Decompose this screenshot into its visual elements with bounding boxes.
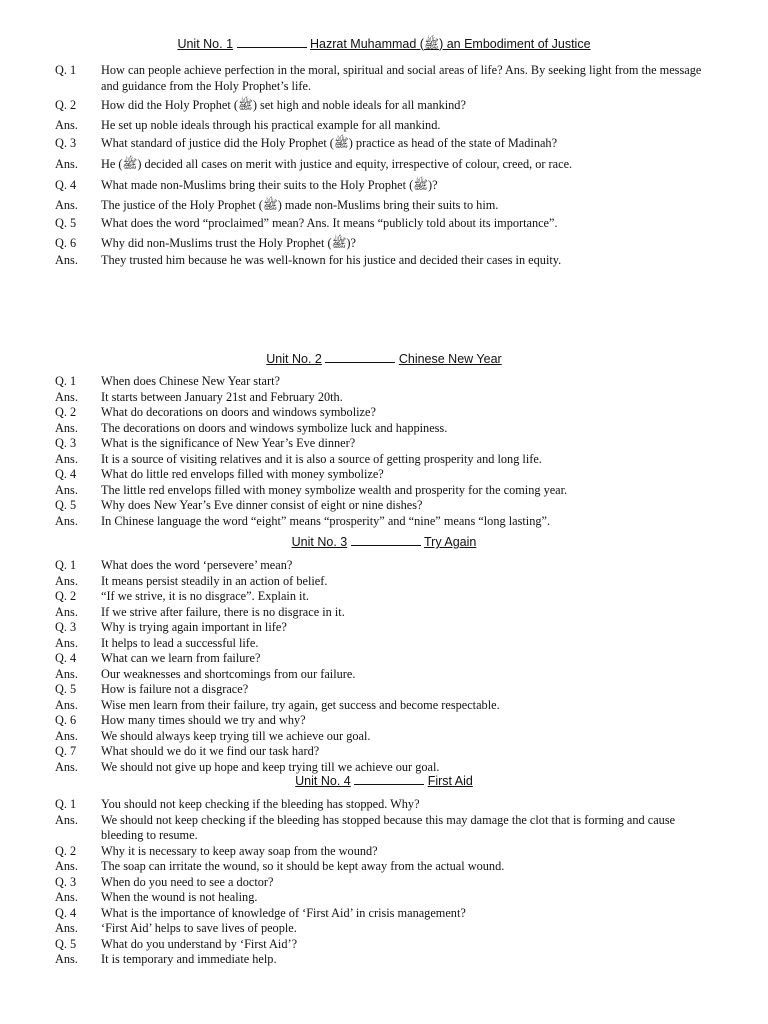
heading-rule xyxy=(237,38,307,48)
question-row xyxy=(55,651,715,667)
item-text: How is failure not a disgrace? xyxy=(101,682,249,696)
item-text: What is the significance of New Year’s Eve dinner? xyxy=(101,436,356,450)
question-row xyxy=(55,713,715,729)
item-text: What do little red envelops filled with money symbolize? xyxy=(101,467,384,481)
answer-row xyxy=(55,698,715,714)
item-text: When does Chinese New Year start? xyxy=(101,374,280,388)
answer-row xyxy=(55,574,715,590)
answer-row xyxy=(55,390,715,406)
question-row xyxy=(55,436,715,452)
unit-number: Unit No. 3 xyxy=(291,535,348,549)
unit-heading xyxy=(0,535,768,549)
answer-row xyxy=(55,514,715,530)
item-text: The justice of the Holy Prophet (ﷺ) made non-Muslims bring their suits to him. xyxy=(101,197,499,212)
item-label: Ans. xyxy=(55,952,78,966)
item-label: Q. 4 xyxy=(55,467,77,481)
unit-number: Unit No. 2 xyxy=(266,352,322,366)
item-label: Ans. xyxy=(55,117,78,132)
item-text: They trusted him because he was well-known for his justice and decided their cases in equity. xyxy=(101,253,562,267)
item-text: If we strive after failure, there is no disgrace in it. xyxy=(101,604,345,619)
item-text: The decorations on doors and windows symbolize luck and happiness. xyxy=(101,420,448,435)
item-text: How many times should we try and why? xyxy=(101,713,306,727)
item-label: Q. 6 xyxy=(55,713,77,727)
item-label: Ans. xyxy=(55,728,78,743)
item-label: Q. 1 xyxy=(55,797,77,811)
heading-rule xyxy=(351,536,421,546)
unit-title: Try Again xyxy=(423,535,477,549)
answer-row xyxy=(55,421,715,437)
unit-title: Hazrat Muhammad (ﷺ) an Embodiment of Justice xyxy=(310,37,591,51)
item-label: Ans. xyxy=(55,890,78,904)
question-row xyxy=(55,620,715,636)
question-row xyxy=(55,63,715,94)
item-label: Q. 2 xyxy=(55,589,77,603)
unit-heading xyxy=(0,352,768,366)
item-text: It means persist steadily in an action of belief. xyxy=(101,573,328,588)
question-row xyxy=(55,236,715,252)
item-text: What do you understand by ‘First Aid’? xyxy=(101,936,298,951)
question-row xyxy=(55,467,715,483)
item-label: Q. 1 xyxy=(55,374,77,388)
question-row xyxy=(55,875,715,891)
question-row xyxy=(55,98,715,114)
item-label: Ans. xyxy=(55,389,78,404)
item-label: Q. 2 xyxy=(55,843,77,858)
item-label: Q. 2 xyxy=(55,98,77,112)
item-label: Q. 5 xyxy=(55,682,77,696)
item-label: Ans. xyxy=(55,859,78,873)
question-row xyxy=(55,589,715,605)
unit-title: Chinese New Year xyxy=(398,352,502,366)
answer-row xyxy=(55,118,715,134)
item-label: Q. 3 xyxy=(55,136,77,150)
answer-row xyxy=(55,890,715,906)
question-row xyxy=(55,844,715,860)
qa-list-unit-4 xyxy=(55,797,715,968)
item-text: What does the word ‘persevere’ mean? xyxy=(101,558,293,572)
unit-number: Unit No. 1 xyxy=(177,37,234,51)
heading-rule xyxy=(354,775,424,785)
question-row xyxy=(55,937,715,953)
answer-row xyxy=(55,760,715,776)
answer-row xyxy=(55,921,715,937)
item-text: He set up noble ideals through his practical example for all mankind. xyxy=(101,117,441,132)
unit-number: Unit No. 4 xyxy=(295,774,351,788)
item-label: Ans. xyxy=(55,604,78,619)
item-text: It is a source of visiting relatives and it is also a source of getting prosperity and long life. xyxy=(101,451,542,466)
item-label: Q. 3 xyxy=(55,874,77,889)
item-label: Ans. xyxy=(55,573,78,588)
unit-heading xyxy=(0,774,768,788)
item-text: It starts between January 21st and February 20th. xyxy=(101,389,343,404)
item-text: We should always keep trying till we achieve our goal. xyxy=(101,728,371,743)
answer-row xyxy=(55,636,715,652)
question-row xyxy=(55,498,715,514)
item-text: “If we strive, it is no disgrace”. Explain it. xyxy=(101,589,309,603)
item-label: Ans. xyxy=(55,759,78,774)
question-row xyxy=(55,682,715,698)
item-label: Q. 4 xyxy=(55,178,77,192)
answer-row xyxy=(55,452,715,468)
item-text: Why did non-Muslims trust the Holy Prophet (ﷺ)? xyxy=(101,235,356,250)
item-label: Ans. xyxy=(55,513,78,528)
qa-list-unit-3 xyxy=(55,558,715,775)
item-label: Ans. xyxy=(55,420,78,435)
question-row xyxy=(55,178,715,194)
item-text: In Chinese language the word “eight” means “prosperity” and “nine” means “long lasting”. xyxy=(101,513,551,528)
item-label: Q. 5 xyxy=(55,498,77,512)
item-label: Ans. xyxy=(55,635,78,650)
item-text: What standard of justice did the Holy Prophet (ﷺ) practice as head of the state of Madinah? xyxy=(101,136,558,150)
item-label: Q. 3 xyxy=(55,436,77,450)
question-row xyxy=(55,744,715,760)
question-row xyxy=(55,136,715,152)
answer-row xyxy=(55,198,715,214)
item-text: ‘First Aid’ helps to save lives of people. xyxy=(101,921,297,935)
answer-row xyxy=(55,253,715,269)
item-label: Q. 3 xyxy=(55,620,77,634)
question-row xyxy=(55,906,715,922)
unit-title: First Aid xyxy=(427,774,473,788)
item-text: You should not keep checking if the bleeding has stopped. Why? xyxy=(101,797,420,811)
item-text: Why does New Year’s Eve dinner consist of eight or nine dishes? xyxy=(101,498,423,512)
item-label: Q. 6 xyxy=(55,235,77,250)
item-label: Ans. xyxy=(55,451,78,466)
item-text: The soap can irritate the wound, so it should be kept away from the actual wound. xyxy=(101,859,505,873)
item-text: Why it is necessary to keep away soap from the wound? xyxy=(101,843,378,858)
item-label: Q. 7 xyxy=(55,744,77,758)
question-row xyxy=(55,558,715,574)
heading-rule xyxy=(325,353,395,363)
answer-row xyxy=(55,952,715,968)
item-text: What made non-Muslims bring their suits to the Holy Prophet (ﷺ)? xyxy=(101,178,438,192)
answer-row xyxy=(55,157,715,173)
item-label: Q. 5 xyxy=(55,936,77,951)
qa-list-unit-2 xyxy=(55,374,715,529)
item-text: When the wound is not healing. xyxy=(101,890,258,904)
question-row xyxy=(55,405,715,421)
question-row xyxy=(55,216,715,232)
item-label: Q. 2 xyxy=(55,405,77,419)
answer-row xyxy=(55,859,715,875)
item-text: Wise men learn from their failure, try again, get success and become respectable. xyxy=(101,697,500,712)
item-text: What should we do it we find our task hard? xyxy=(101,744,320,758)
item-label: Ans. xyxy=(55,697,78,712)
item-text: When do you need to see a doctor? xyxy=(101,874,274,889)
item-text: Why is trying again important in life? xyxy=(101,620,287,634)
item-text: What does the word “proclaimed” mean? Ans. It means “publicly told about its importance”. xyxy=(101,216,558,230)
item-text: What is the importance of knowledge of ‘First Aid’ in crisis management? xyxy=(101,905,466,920)
item-label: Q. 4 xyxy=(55,905,77,920)
item-label: Q. 1 xyxy=(55,63,77,77)
item-label: Ans. xyxy=(55,482,78,497)
item-text: How can people achieve perfection in the moral, spiritual and social areas of life? Ans. By seeking light from the message and guidance from the Holy Prophet’s life. xyxy=(101,63,702,93)
item-label: Ans. xyxy=(55,253,78,267)
item-label: Ans. xyxy=(55,156,78,171)
answer-row xyxy=(55,605,715,621)
item-label: Q. 4 xyxy=(55,651,77,665)
answer-row xyxy=(55,729,715,745)
item-text: It is temporary and immediate help. xyxy=(101,952,277,966)
qa-list-unit-1 xyxy=(55,63,715,269)
answer-row xyxy=(55,813,715,844)
item-text: We should not keep checking if the bleeding has stopped because this may damage the clot that is forming and cause bleeding to resume. xyxy=(101,812,676,842)
question-row xyxy=(55,374,715,390)
answer-row xyxy=(55,667,715,683)
item-label: Ans. xyxy=(55,812,78,827)
item-text: Our weaknesses and shortcomings from our failure. xyxy=(101,666,356,681)
unit-heading xyxy=(0,37,768,51)
item-label: Q. 1 xyxy=(55,558,77,572)
item-text: What do decorations on doors and windows symbolize? xyxy=(101,405,376,419)
item-text: It helps to lead a successful life. xyxy=(101,635,259,650)
question-row xyxy=(55,797,715,813)
answer-row xyxy=(55,483,715,499)
item-text: How did the Holy Prophet (ﷺ) set high and noble ideals for all mankind? xyxy=(101,98,466,112)
item-text: We should not give up hope and keep trying till we achieve our goal. xyxy=(101,759,440,774)
item-label: Ans. xyxy=(55,666,78,681)
item-text: The little red envelops filled with money symbolize wealth and prosperity for the coming year. xyxy=(101,482,568,497)
item-label: Ans. xyxy=(55,197,78,212)
item-label: Ans. xyxy=(55,921,78,935)
item-text: What can we learn from failure? xyxy=(101,651,261,665)
item-text: He (ﷺ) decided all cases on merit with justice and equity, irrespective of colour, creed, or race. xyxy=(101,156,573,171)
item-label: Q. 5 xyxy=(55,216,77,230)
